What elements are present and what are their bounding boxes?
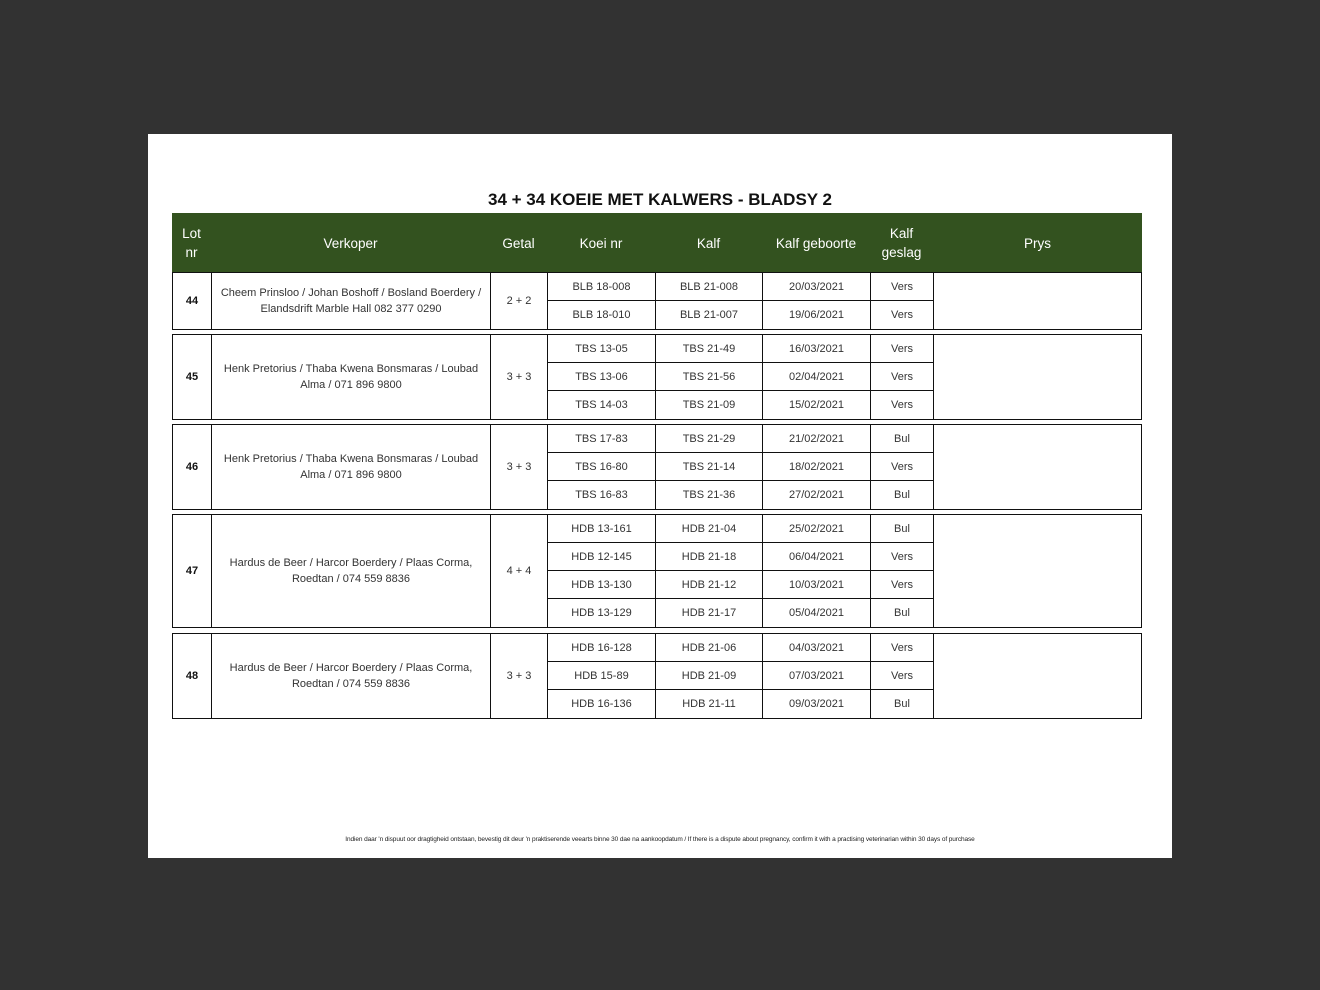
kalf-cell: HDB 21-17 bbox=[656, 599, 763, 626]
koei-nr-cell: HDB 13-130 bbox=[548, 571, 656, 598]
kalf-geboorte-cell: 19/06/2021 bbox=[763, 301, 871, 328]
kalf-cell: TBS 21-14 bbox=[656, 453, 763, 480]
koei-nr-cell: HDB 12-145 bbox=[548, 543, 656, 570]
table-row bbox=[548, 599, 934, 626]
kalf-geslag-cell: Bul bbox=[871, 599, 934, 626]
header-lot-nr bbox=[172, 213, 211, 273]
table-row bbox=[548, 453, 934, 481]
kalf-cell: HDB 21-11 bbox=[656, 690, 763, 717]
seller-info: Hardus de Beer / Harcor Boerdery / Plaas Corma, Roedtan / 074 559 8836 bbox=[212, 634, 491, 718]
kalf-geboorte-cell: 07/03/2021 bbox=[763, 662, 871, 689]
header-geslag-line1: Kalf bbox=[889, 226, 914, 241]
header-koei-nr: Koei nr bbox=[579, 235, 623, 251]
price-cell bbox=[934, 273, 1141, 329]
table-row bbox=[548, 335, 934, 363]
koei-nr-cell: BLB 18-008 bbox=[548, 273, 656, 300]
koei-nr-cell: TBS 17-83 bbox=[548, 425, 656, 452]
koei-nr-cell: HDB 15-89 bbox=[548, 662, 656, 689]
lot-number: 45 bbox=[173, 335, 212, 419]
kalf-geslag-cell: Vers bbox=[871, 453, 934, 480]
koei-nr-cell: HDB 16-128 bbox=[548, 634, 656, 661]
kalf-cell: HDB 21-09 bbox=[656, 662, 763, 689]
kalf-geslag-cell: Vers bbox=[871, 301, 934, 328]
table-row bbox=[548, 425, 934, 453]
lot-number: 47 bbox=[173, 515, 212, 627]
table-row bbox=[548, 543, 934, 571]
kalf-geslag-cell: Bul bbox=[871, 425, 934, 452]
animal-count: 4 + 4 bbox=[491, 515, 548, 627]
kalf-cell: TBS 21-36 bbox=[656, 481, 763, 508]
table-row bbox=[548, 301, 934, 328]
koei-nr-cell: TBS 16-80 bbox=[548, 453, 656, 480]
header-lot-line2: nr bbox=[185, 245, 198, 260]
kalf-geslag-cell: Bul bbox=[871, 515, 934, 542]
seller-info: Cheem Prinsloo / Johan Boshoff / Bosland Boerdery / Elandsdrift Marble Hall 082 377 0290 bbox=[212, 273, 491, 329]
document-page bbox=[148, 134, 1172, 858]
kalf-cell: HDB 21-06 bbox=[656, 634, 763, 661]
kalf-geslag-cell: Vers bbox=[871, 634, 934, 661]
animal-rows bbox=[548, 273, 934, 329]
kalf-cell: HDB 21-18 bbox=[656, 543, 763, 570]
table-row bbox=[548, 391, 934, 418]
header-prys: Prys bbox=[1024, 235, 1051, 251]
kalf-cell: HDB 21-12 bbox=[656, 571, 763, 598]
kalf-geboorte-cell: 09/03/2021 bbox=[763, 690, 871, 717]
kalf-cell: TBS 21-29 bbox=[656, 425, 763, 452]
table-row bbox=[548, 634, 934, 662]
kalf-cell: BLB 21-008 bbox=[656, 273, 763, 300]
kalf-geslag-cell: Vers bbox=[871, 363, 934, 390]
kalf-geboorte-cell: 04/03/2021 bbox=[763, 634, 871, 661]
animal-count: 3 + 3 bbox=[491, 634, 548, 718]
page-title: 34 + 34 KOEIE MET KALWERS - BLADSY 2 bbox=[487, 190, 833, 209]
kalf-geboorte-cell: 25/02/2021 bbox=[763, 515, 871, 542]
lot-group bbox=[172, 514, 1142, 628]
table-row bbox=[548, 363, 934, 391]
koei-nr-cell: BLB 18-010 bbox=[548, 301, 656, 328]
kalf-cell: TBS 21-49 bbox=[656, 335, 763, 362]
koei-nr-cell: TBS 16-83 bbox=[548, 481, 656, 508]
table-header bbox=[172, 213, 1142, 273]
kalf-geslag-cell: Vers bbox=[871, 273, 934, 300]
koei-nr-cell: TBS 14-03 bbox=[548, 391, 656, 418]
header-kalf: Kalf bbox=[696, 235, 721, 251]
kalf-cell: TBS 21-56 bbox=[656, 363, 763, 390]
kalf-geboorte-cell: 18/02/2021 bbox=[763, 453, 871, 480]
header-kalf-geboorte: Kalf geboorte bbox=[775, 235, 857, 251]
koei-nr-cell: TBS 13-05 bbox=[548, 335, 656, 362]
footnote: Indien daar 'n dispuut oor dragtigheid ontstaan, bevestig dit deur 'n praktiserende veearts binne 30 dae na aankoopdatum / If there is a dispute about pregnancy, confirm it with a practising veterinarian within 30 days of purchase bbox=[345, 836, 975, 843]
kalf-cell: HDB 21-04 bbox=[656, 515, 763, 542]
animal-count: 3 + 3 bbox=[491, 425, 548, 509]
lot-group bbox=[172, 272, 1142, 330]
animal-count: 2 + 2 bbox=[491, 273, 548, 329]
kalf-geboorte-cell: 06/04/2021 bbox=[763, 543, 871, 570]
seller-info: Henk Pretorius / Thaba Kwena Bonsmaras / Loubad Alma / 071 896 9800 bbox=[212, 425, 491, 509]
kalf-geboorte-cell: 27/02/2021 bbox=[763, 481, 871, 508]
table-row bbox=[548, 690, 934, 717]
price-cell bbox=[934, 515, 1141, 627]
koei-nr-cell: HDB 13-161 bbox=[548, 515, 656, 542]
kalf-geslag-cell: Vers bbox=[871, 543, 934, 570]
lot-group bbox=[172, 633, 1142, 719]
lot-number: 48 bbox=[173, 634, 212, 718]
lot-group bbox=[172, 424, 1142, 510]
seller-info: Hardus de Beer / Harcor Boerdery / Plaas Corma, Roedtan / 074 559 8836 bbox=[212, 515, 491, 627]
header-getal: Getal bbox=[502, 235, 535, 251]
header-verkoper: Verkoper bbox=[323, 235, 378, 251]
kalf-geboorte-cell: 15/02/2021 bbox=[763, 391, 871, 418]
lot-number: 44 bbox=[173, 273, 212, 329]
kalf-cell: BLB 21-007 bbox=[656, 301, 763, 328]
table-row bbox=[548, 571, 934, 599]
price-cell bbox=[934, 335, 1141, 419]
seller-info: Henk Pretorius / Thaba Kwena Bonsmaras / Loubad Alma / 071 896 9800 bbox=[212, 335, 491, 419]
table-row bbox=[548, 273, 934, 301]
animal-rows bbox=[548, 515, 934, 627]
kalf-geslag-cell: Bul bbox=[871, 690, 934, 717]
header-geslag-line2: geslag bbox=[881, 245, 922, 260]
kalf-geslag-cell: Vers bbox=[871, 662, 934, 689]
kalf-geslag-cell: Bul bbox=[871, 481, 934, 508]
table-row bbox=[548, 662, 934, 690]
lot-group bbox=[172, 334, 1142, 420]
koei-nr-cell: HDB 13-129 bbox=[548, 599, 656, 626]
kalf-geslag-cell: Vers bbox=[871, 391, 934, 418]
price-cell bbox=[934, 634, 1141, 718]
kalf-geboorte-cell: 16/03/2021 bbox=[763, 335, 871, 362]
lot-number: 46 bbox=[173, 425, 212, 509]
animal-rows bbox=[548, 335, 934, 419]
kalf-geslag-cell: Vers bbox=[871, 571, 934, 598]
header-lot-line1: Lot bbox=[182, 226, 201, 241]
animal-rows bbox=[548, 634, 934, 718]
animal-count: 3 + 3 bbox=[491, 335, 548, 419]
koei-nr-cell: HDB 16-136 bbox=[548, 690, 656, 717]
price-cell bbox=[934, 425, 1141, 509]
kalf-geboorte-cell: 20/03/2021 bbox=[763, 273, 871, 300]
kalf-cell: TBS 21-09 bbox=[656, 391, 763, 418]
kalf-geboorte-cell: 05/04/2021 bbox=[763, 599, 871, 626]
kalf-geslag-cell: Vers bbox=[871, 335, 934, 362]
table-row bbox=[548, 481, 934, 508]
table-row bbox=[548, 515, 934, 543]
header-kalf-geslag bbox=[870, 213, 933, 273]
kalf-geboorte-cell: 10/03/2021 bbox=[763, 571, 871, 598]
kalf-geboorte-cell: 21/02/2021 bbox=[763, 425, 871, 452]
animal-rows bbox=[548, 425, 934, 509]
kalf-geboorte-cell: 02/04/2021 bbox=[763, 363, 871, 390]
koei-nr-cell: TBS 13-06 bbox=[548, 363, 656, 390]
